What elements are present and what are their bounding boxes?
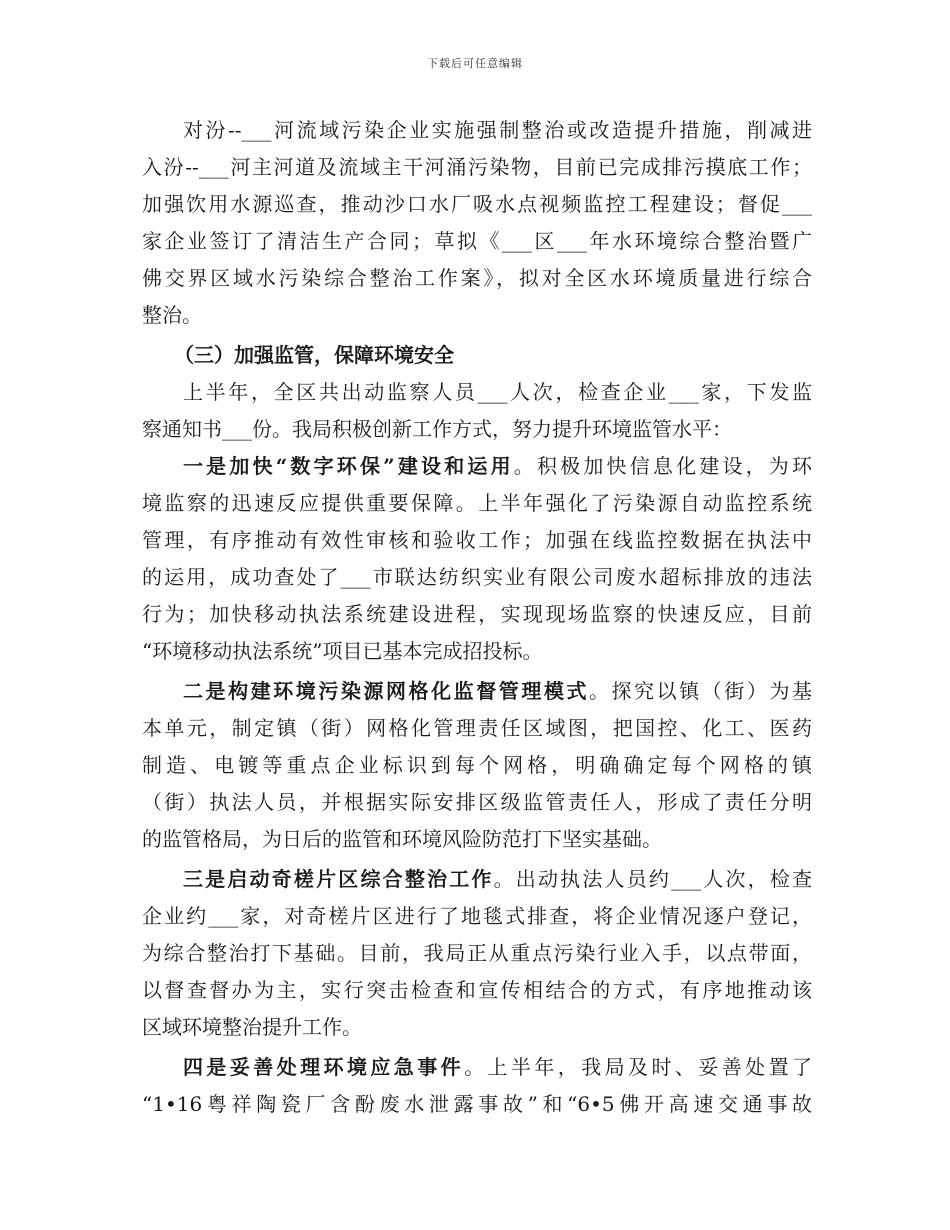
text-line: 佛交界区域水污染综合整治工作案》，拟对全区水环境质量进行综合	[142, 266, 812, 290]
text-line: 对汾--___河流域污染企业实施强制整治或改造提升措施，削减进	[183, 118, 812, 142]
paragraph-qicha-remediation	[142, 861, 812, 1046]
text-line: 境监察的迅速反应提供重要保障。上半年强化了污染源自动监控系统	[142, 491, 812, 515]
paragraph-lead: 一是加快“数字环保”建设和运用	[183, 454, 514, 478]
paragraph-lead-rest: 。出动执法人员约___人次，检查	[493, 867, 813, 891]
text-line: 制造、电镀等重点企业标识到每个网格，明确确定每个网格的镇	[142, 753, 812, 777]
text-line: 上半年，全区共出动监察人员___人次，检查企业___家，下发监	[183, 380, 812, 404]
paragraph-water-remediation	[142, 112, 812, 334]
text-line	[142, 1049, 812, 1086]
text-line: 察通知书___份。我局积极创新工作方式，努力提升环境监管水平：	[142, 417, 732, 441]
paragraph-lead: 三是启动奇槎片区综合整治工作	[183, 867, 494, 891]
text-line: 区域环境整治提升工作。	[142, 1015, 362, 1039]
paragraph-lead-rest: 。上半年，我局及时、妥善处置了	[464, 1055, 813, 1079]
paragraph-emergency-response	[142, 1049, 812, 1123]
paragraph-lead-rest: 。积极加快信息化建设，为环	[513, 454, 812, 478]
text-line: 入汾--___河主河道及流域主干河涌污染物，目前已完成排污摸底工作；	[142, 155, 812, 179]
paragraph-digital-env	[142, 448, 812, 670]
text-line	[142, 861, 812, 898]
paragraph-lead: 二是构建环境污染源网格化监督管理模式	[183, 679, 589, 703]
text-line: 本单元，制定镇（街）网格化管理责任区域图，把国控、化工、医药	[142, 716, 812, 740]
text-line: 的监管格局，为日后的监管和环境风险防范打下坚实基础。	[142, 827, 662, 851]
text-line: 管理，有序推动有效性审核和验收工作；加强在线监控数据在执法中	[142, 528, 812, 552]
text-line: “1•16粤祥陶瓷厂含酚废水泄露事故”和“6•5佛开高速交通事故	[142, 1092, 812, 1116]
document-body	[142, 112, 812, 1123]
text-line: 为综合整治打下基础。目前，我局正从重点污染行业入手，以点带面，	[142, 941, 812, 965]
paragraph-grid-management	[142, 673, 812, 858]
paragraph-inspection-summary	[142, 374, 812, 448]
text-line: 行为；加快移动执法系统建设进程，实现现场监察的快速反应，目前	[142, 602, 812, 626]
text-line	[142, 673, 812, 710]
text-line	[142, 448, 812, 485]
text-line: 企业约___家，对奇槎片区进行了地毯式排查，将企业情况逐户登记，	[142, 904, 812, 928]
text-line: “环境移动执法系统”项目已基本完成招投标。	[142, 639, 543, 663]
text-line: 家企业签订了清洁生产合同；草拟《___区___年水环境综合整治暨广	[142, 229, 812, 253]
text-line: 整治。	[142, 303, 202, 327]
section-heading: （三）加强监管，保障环境安全	[174, 343, 454, 367]
text-line: 的运用，成功查处了___市联达纺织实业有限公司废水超标排放的违法	[142, 565, 812, 589]
paragraph-lead: 四是妥善处理环境应急事件	[183, 1055, 465, 1079]
paragraph-lead-rest: 。探究以镇（街）为基	[589, 679, 813, 703]
text-line: 以督查督办为主，实行突击检查和宣传相结合的方式，有序地推动该	[142, 978, 812, 1002]
text-line: （街）执法人员，并根据实际安排区级监管责任人，形成了责任分明	[142, 790, 812, 814]
page-header-note: 下载后可任意编辑	[427, 57, 523, 70]
text-line: 加强饮用水源巡查，推动沙口水厂吸水点视频监控工程建设；督促___	[142, 192, 812, 216]
